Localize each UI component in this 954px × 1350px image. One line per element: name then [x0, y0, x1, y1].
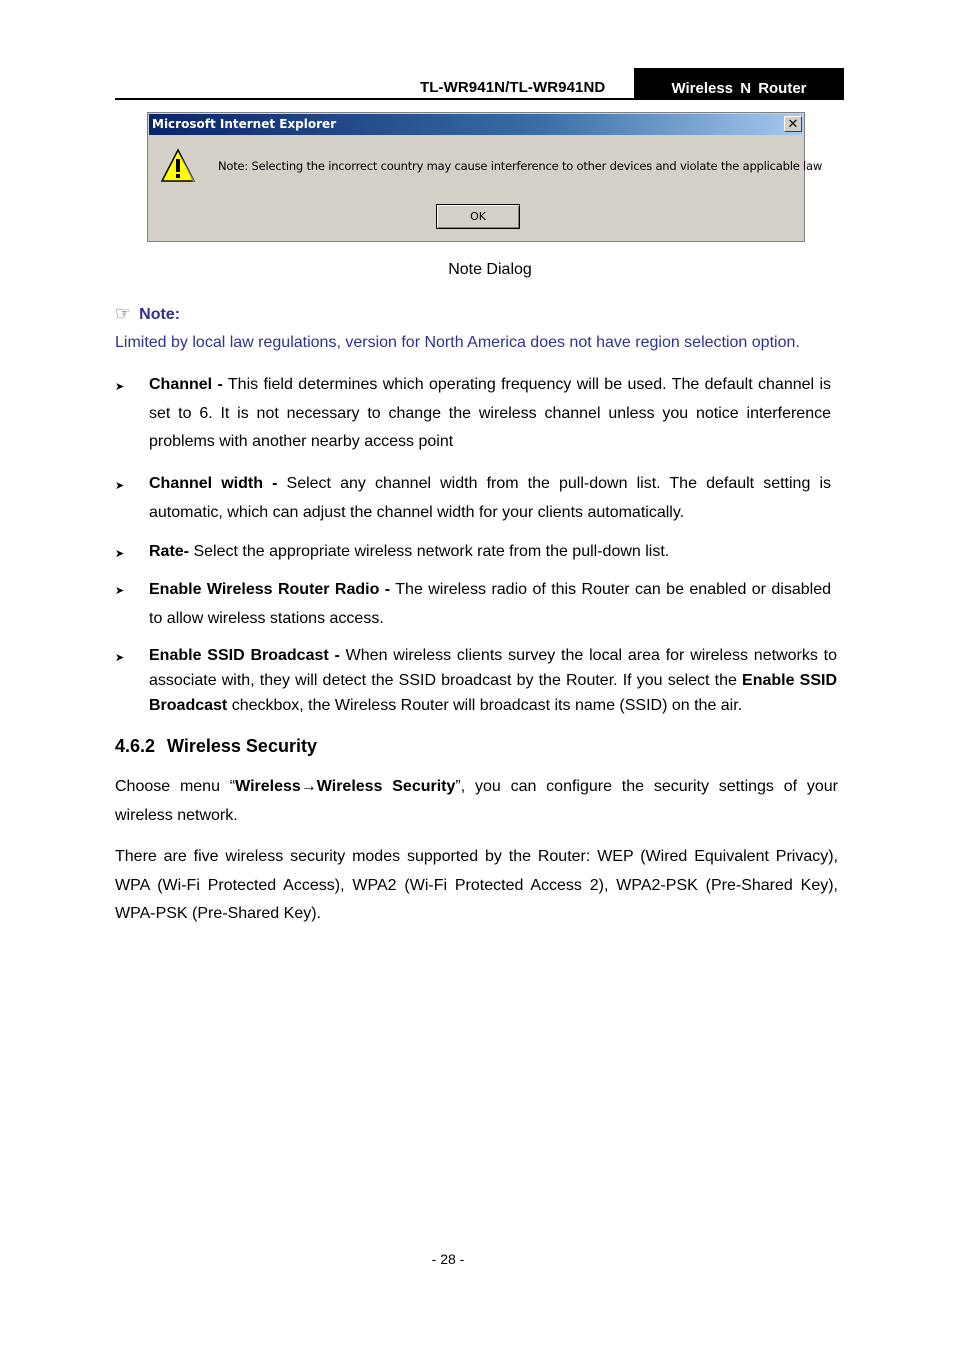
section-title: Wireless Security: [167, 736, 317, 756]
list-item-text: The wireless radio of this Router can be enabled or disabled to allow wireless stations access.: [149, 581, 831, 627]
arrowhead-bullet-icon: ➤: [115, 381, 125, 393]
list-item: [149, 371, 831, 457]
paragraph-text: Choose menu “: [115, 778, 236, 795]
list-item: [149, 470, 831, 527]
list-item-term: Enable SSID Broadcast: [149, 672, 837, 714]
list-item-term: Enable SSID Broadcast -: [149, 647, 340, 664]
arrowhead-bullet-icon: ➤: [115, 652, 125, 664]
figure-caption: Note Dialog: [448, 261, 532, 278]
list-item-text: This field determines which operating frequency will be used. The default channel is set to 6. It is not necessary to change the wireless channel unless you notice interference problems with another nearby access point: [149, 376, 831, 450]
list-item-text: Select any channel width from the pull-down list. The default setting is automatic, which can adjust the channel width for your clients automatically.: [149, 475, 832, 521]
arrowhead-bullet-icon: ➤: [115, 585, 125, 597]
header-model: TL-WR941N/TL-WR941ND: [420, 79, 606, 96]
list-item: [149, 575, 831, 633]
list-item-term: Channel -: [149, 376, 223, 393]
warning-icon: [160, 148, 196, 184]
dialog-message: Note: Selecting the incorrect country may cause interference to other devices and violate the applicable law: [218, 159, 823, 173]
page-number: - 28 -: [431, 1251, 465, 1267]
header-rule: [115, 98, 844, 100]
list-item: [149, 538, 831, 567]
paragraph-text: ”, you can configure the security settings of your wireless network.: [115, 778, 838, 824]
dialog-title: Microsoft Internet Explorer: [149, 114, 803, 135]
list-item-term: Channel width -: [149, 475, 278, 492]
list-item-text: When wireless clients survey the local area for wireless networks to associate with, they will detect the SSID broadcast by the Router. If you select the: [149, 647, 837, 689]
close-icon[interactable]: ✕: [784, 116, 802, 132]
note-heading-label: Note:: [139, 306, 181, 323]
pointing-hand-icon: ☞: [115, 303, 132, 323]
arrowhead-bullet-icon: ➤: [115, 480, 125, 492]
list-item-text: Select the appropriate wireless network rate from the pull-down list.: [189, 543, 670, 560]
section-number: 4.6.2: [115, 736, 156, 756]
header-product: Wireless N Router: [634, 68, 844, 100]
note-text: Limited by local law regulations, version for North America does not have region selection option.: [115, 334, 800, 351]
list-item-text: checkbox, the Wireless Router will broadcast its name (SSID) on the air.: [227, 697, 743, 714]
arrowhead-bullet-icon: ➤: [115, 548, 125, 560]
menu-path: Wireless→Wireless Security: [235, 778, 456, 795]
ok-button[interactable]: OK: [436, 204, 520, 229]
list-item-term: Enable Wireless Router Radio -: [149, 581, 391, 598]
section-heading: [115, 736, 317, 757]
note-heading: [115, 303, 180, 324]
paragraph: There are five wireless security modes supported by the Router: WEP (Wired Equivalent Privacy), WPA (Wi-Fi Protected Access), WPA2 (Wi-Fi Protected Access 2), WPA2-PSK (Pre-Shared Key), WPA-PSK (Pre-Shared Key).: [115, 848, 838, 922]
paragraph: [115, 773, 838, 830]
list-item: [149, 643, 837, 718]
list-item-term: Rate-: [149, 543, 190, 560]
note-dialog: [147, 112, 823, 242]
